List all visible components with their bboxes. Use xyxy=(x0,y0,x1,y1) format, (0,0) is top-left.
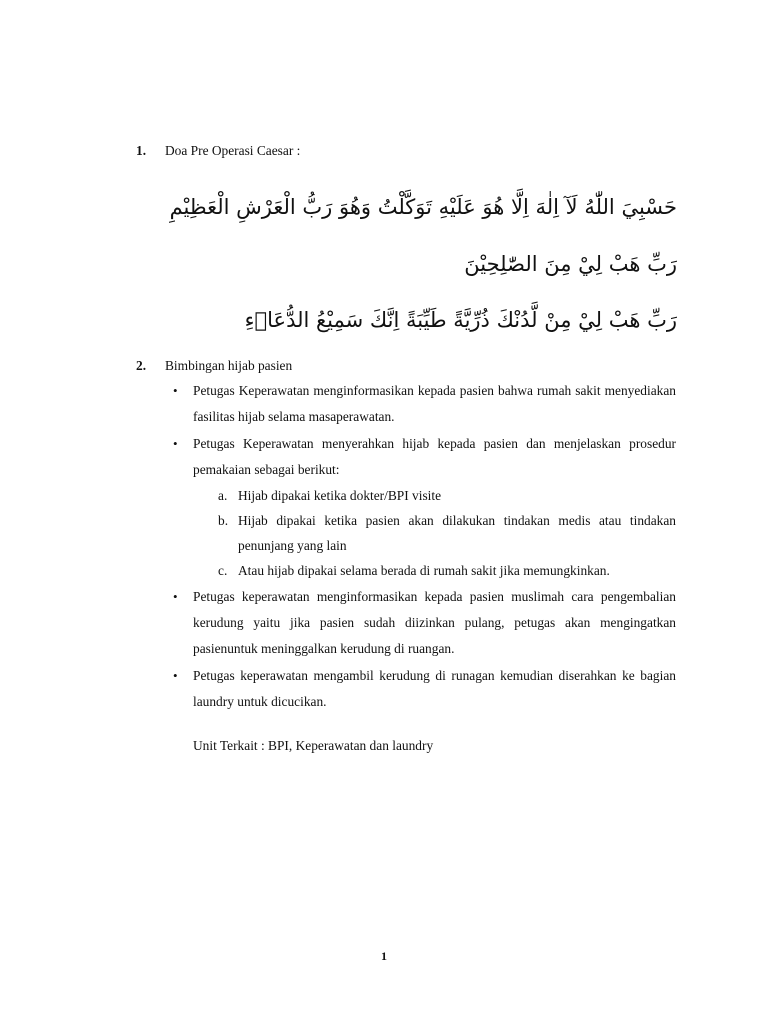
sub-list-text: Hijab dipakai ketika pasien akan dilakukan tindakan medis atau tindakan penunjang yang lain xyxy=(238,513,676,553)
related-units-note: Unit Terkait : BPI, Keperawatan dan laundry xyxy=(193,738,434,753)
section-1-title: Doa Pre Operasi Caesar : xyxy=(165,143,301,158)
bullet-icon: • xyxy=(173,589,178,604)
hijab-guidance-list xyxy=(171,378,676,716)
page-number: 1 xyxy=(381,949,387,963)
sub-list xyxy=(193,483,676,583)
arabic-prayer-line-1: حَسْبِيَ اللّٰهُ لَآ اِلٰهَ اِلَّا هُوَ عَلَيْهِ تَوَكَّلْتُ وَهُوَ رَبُّ الْعَرْشِ الْعَظِيْمِ xyxy=(169,195,677,219)
section-2-heading xyxy=(136,358,292,374)
section-1-heading xyxy=(136,143,300,159)
section-2-title: Bimbingan hijab pasien xyxy=(165,358,293,373)
sub-list-item xyxy=(193,483,676,508)
list-item-text: Petugas keperawatan menginformasikan kepada pasien muslimah cara pengembalian kerudung yaitu jika pasien sudah diizinkan pulang, petugas akan mengingatkan pasienuntuk meninggalkan kerudung di ruangan. xyxy=(193,589,676,656)
list-item xyxy=(171,431,676,583)
list-item xyxy=(171,584,676,662)
sub-list-item xyxy=(193,558,676,583)
list-item-text: Petugas Keperawatan menyerahkan hijab kepada pasien dan menjelaskan prosedur pemakaian sebagai berikut: xyxy=(193,436,676,477)
list-item-text: Petugas Keperawatan menginformasikan kepada pasien bahwa rumah sakit menyediakan fasilitas hijab selama masaperawatan. xyxy=(193,383,676,424)
bullet-icon: • xyxy=(173,668,178,683)
sub-list-marker: b. xyxy=(218,513,229,528)
sub-list-marker: a. xyxy=(218,488,228,503)
sub-list-marker: c. xyxy=(218,563,228,578)
list-item xyxy=(171,378,676,430)
arabic-prayer-line-3: رَبِّ هَبْ لِيْ مِنْ لَّدُنْكَ ذُرِّيَّةً طَيِّبَةً اِنَّكَ سَمِيْعُ الدُّعَاۤءِ xyxy=(244,308,677,332)
list-item-text: Petugas keperawatan mengambil kerudung di runagan kemudian diserahkan ke bagian laundry untuk dicucikan. xyxy=(193,668,676,709)
section-1-number: 1. xyxy=(136,143,147,158)
list-item xyxy=(171,663,676,715)
arabic-prayer-line-2: رَبِّ هَبْ لِيْ مِنَ الصّٰلِحِيْنَ xyxy=(464,252,677,276)
bullet-icon: • xyxy=(173,436,178,451)
sub-list-item xyxy=(193,508,676,558)
section-2-number: 2. xyxy=(136,358,147,373)
sub-list-text: Atau hijab dipakai selama berada di rumah sakit jika memungkinkan. xyxy=(238,563,610,578)
bullet-icon: • xyxy=(173,383,178,398)
sub-list-text: Hijab dipakai ketika dokter/BPI visite xyxy=(238,488,442,503)
